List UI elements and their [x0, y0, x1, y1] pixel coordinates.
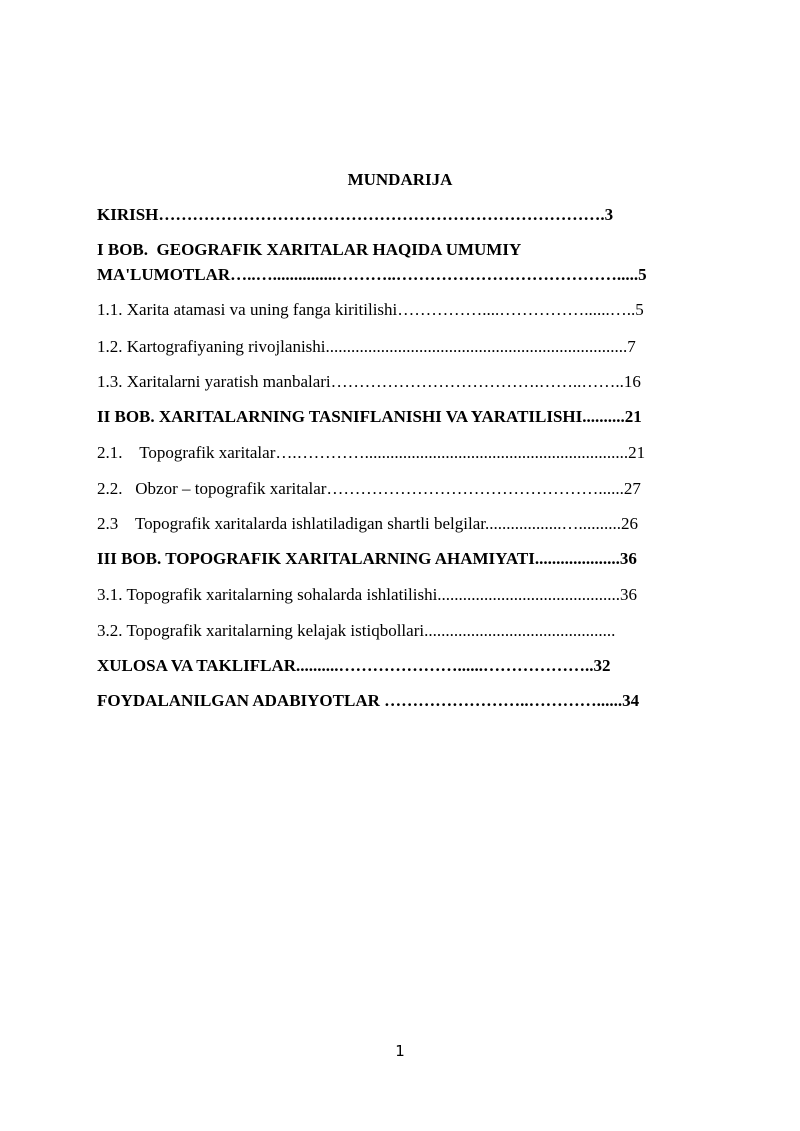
toc-entry-2-3: 2.3 Topografik xaritalarda ishlatiladigan shartli belgilar..................…..........26: [97, 514, 638, 533]
toc-entry-3-2: 3.2. Topografik xaritalarning kelajak istiqbollari.............................................: [97, 621, 616, 640]
toc-entry-2-2: 2.2. Obzor – topografik xaritalar…………………………………………......27: [97, 479, 641, 498]
toc-entry-3-1: 3.1. Topografik xaritalarning sohalarda ishlatilishi...........................................36: [97, 585, 638, 604]
toc-entry-chapter-2: II BOB. XARITALARNING TASNIFLANISHI VA YARATILISHI..........21: [97, 407, 642, 426]
toc-entry-2-1: 2.1. Topografik xaritalar….…………..............................................................21: [97, 443, 646, 462]
toc-entry-1-1: 1.1. Xarita atamasi va uning fanga kiritilishi……………....……………......…..5: [97, 300, 644, 319]
toc-entry-chapter-3: III BOB. TOPOGRAFIK XARITALARNING AHAMIYATI....................36: [97, 549, 637, 568]
toc-title: MUNDARIJA: [347, 170, 453, 189]
page-number: 1: [395, 1042, 405, 1060]
toc-entry-adabiyotlar: FOYDALANILGAN ADABIYOTLAR ……………………..…………......34: [97, 691, 640, 710]
toc-entry-1-3: 1.3. Xaritalarni yaratish manbalari……………………………….……..……..16: [97, 372, 641, 391]
toc-entry-xulosa: XULOSA VA TAKLIFLAR..........…………………......………………..32: [97, 656, 611, 675]
toc-entry-chapter-1-line-1: I BOB. GEOGRAFIK XARITALAR HAQIDA UMUMIY: [97, 240, 522, 259]
toc-entry-chapter-1-line-2: MA'LUMOTLAR…..…...............………..………………………………….....5: [97, 265, 647, 284]
toc-entry-1-2: 1.2. Kartografiyaning rivojlanishi.......................................................................7: [97, 337, 636, 356]
toc-entry-kirish: KIRISH…………………………………………………………………….3: [97, 205, 614, 224]
